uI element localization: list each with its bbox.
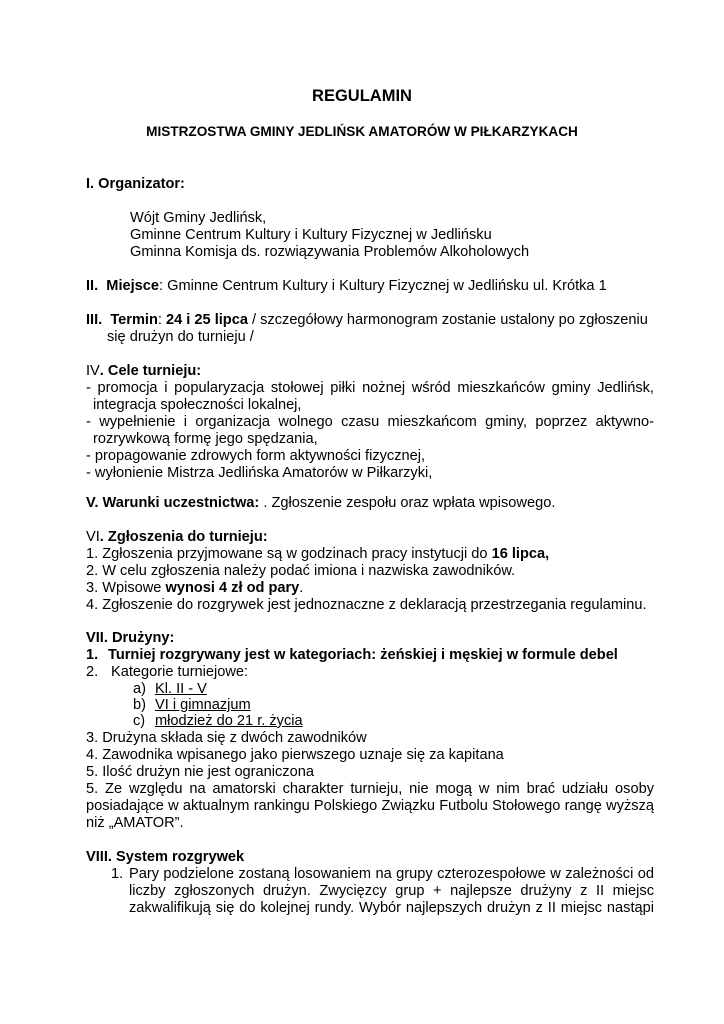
section-teams-heading: VII. Drużyny: xyxy=(86,630,175,646)
category-mark: c) xyxy=(133,713,146,729)
section-number: II. xyxy=(86,278,99,294)
teams-item-number: 2. xyxy=(86,664,99,680)
teams-item: 4. Zawodnika wpisanego jako pierwszego uznaje się za kapitana xyxy=(86,747,504,763)
teams-item: niż „AMATOR”. xyxy=(86,815,184,831)
goal-line: - wyłonienie Mistrza Jedlińska Amatorów w Piłkarzyki, xyxy=(86,465,433,481)
goal-line: integracja społeczności lokalnej, xyxy=(93,397,302,413)
registration-deadline: 16 lipca, xyxy=(491,546,550,562)
category-mark: b) xyxy=(133,697,146,713)
teams-item: Kategorie turniejowe: xyxy=(111,664,249,680)
category-item: VI i gimnazjum xyxy=(155,697,251,713)
teams-item: Turniej rozgrywany jest w kategoriach: żeńskiej i męskiej w formule debel xyxy=(108,647,618,663)
section-conditions xyxy=(86,495,555,512)
registration-text: 3. Wpisowe xyxy=(86,580,166,596)
section-place-label: Miejsce xyxy=(106,278,160,294)
registration-text: . xyxy=(299,580,304,596)
section-term xyxy=(86,312,648,329)
system-item-number: 1. xyxy=(111,866,124,882)
organizer-line: Gminna Komisja ds. rozwiązywania Problemów Alkoholowych xyxy=(130,244,530,260)
page-title: REGULAMIN xyxy=(312,87,412,105)
section-term-label: Termin xyxy=(110,312,158,328)
registration-text: 1. Zgłoszenia przyjmowane są w godzinach pracy instytucji do xyxy=(86,546,492,562)
goal-line: - promocja i popularyzacja stołowej piłki nożnej wśród mieszkańców gminy Jedlińsk, xyxy=(86,380,654,396)
registration-fee: wynosi 4 zł od pary xyxy=(165,580,300,596)
system-item: Pary podzielone zostaną losowaniem na grupy czterozespołowe w zależności od xyxy=(129,866,654,882)
system-item: liczby zgłoszonych drużyn. Zwycięzcy grup + najlepsze drużyny z II miejsc xyxy=(129,883,654,899)
term-colon: : xyxy=(157,312,167,328)
section-number: VI xyxy=(86,529,100,545)
goal-line: - wypełnienie i organizacja wolnego czasu mieszkańcom gminy, poprzez aktywno- xyxy=(86,414,654,430)
section-number: III. xyxy=(86,312,103,328)
section-registration-heading xyxy=(86,529,268,546)
teams-item: 5. Ze względu na amatorski charakter turnieju, nie mogą w nim brać udziału osoby xyxy=(86,781,654,797)
registration-item xyxy=(86,546,549,563)
section-goals-heading xyxy=(86,363,201,380)
page-subtitle: MISTRZOSTWA GMINY JEDLIŃSK AMATORÓW W PIŁKARZYKACH xyxy=(146,124,578,139)
goal-line: - propagowanie zdrowych form aktywności fizycznej, xyxy=(86,448,426,464)
section-place xyxy=(86,278,607,295)
registration-item: 2. W celu zgłoszenia należy podać imiona i nazwiska zawodników. xyxy=(86,563,516,579)
section-organizer-heading: I. Organizator: xyxy=(86,176,185,192)
teams-item: 5. Ilość drużyn nie jest ograniczona xyxy=(86,764,314,780)
section-registration-title: . Zgłoszenia do turnieju: xyxy=(99,529,268,545)
registration-item: 4. Zgłoszenie do rozgrywek jest jednoznaczne z deklaracją przestrzegania regulaminu. xyxy=(86,597,647,613)
registration-item xyxy=(86,580,303,597)
category-item: młodzież do 21 r. życia xyxy=(155,713,303,729)
teams-item: posiadające w aktualnym rankingu Polskiego Związku Futbolu Stołowego rangę wyższą xyxy=(86,798,654,814)
organizer-line: Wójt Gminy Jedlińsk, xyxy=(130,210,267,226)
section-conditions-text: . Zgłoszenie zespołu oraz wpłata wpisowego. xyxy=(259,495,556,511)
organizer-line: Gminne Centrum Kultury i Kultury Fizycznej w Jedlińsku xyxy=(130,227,492,243)
section-conditions-heading: V. Warunki uczestnictwa: xyxy=(86,495,260,511)
term-text: / szczegółowy harmonogram zostanie ustalony po zgłoszeniu xyxy=(247,312,648,328)
section-number: IV xyxy=(86,363,100,379)
teams-item-number: 1. xyxy=(86,647,99,663)
category-item: Kl. II - V xyxy=(155,681,207,697)
term-date: 24 i 25 lipca xyxy=(166,312,248,328)
term-text-continued: się drużyn do turnieju / xyxy=(107,329,254,345)
category-mark: a) xyxy=(133,681,146,697)
goal-line: rozrywkową formę jego spędzania, xyxy=(93,431,318,447)
section-goals-title: . Cele turnieju: xyxy=(99,363,202,379)
section-place-text: : Gminne Centrum Kultury i Kultury Fizycznej w Jedlińsku ul. Krótka 1 xyxy=(159,278,607,294)
section-system-heading: VIII. System rozgrywek xyxy=(86,849,245,865)
system-item: zakwalifikują się do kolejnej rundy. Wybór najlepszych drużyn z II miejsc nastąpi xyxy=(129,900,654,916)
teams-item: 3. Drużyna składa się z dwóch zawodników xyxy=(86,730,367,746)
